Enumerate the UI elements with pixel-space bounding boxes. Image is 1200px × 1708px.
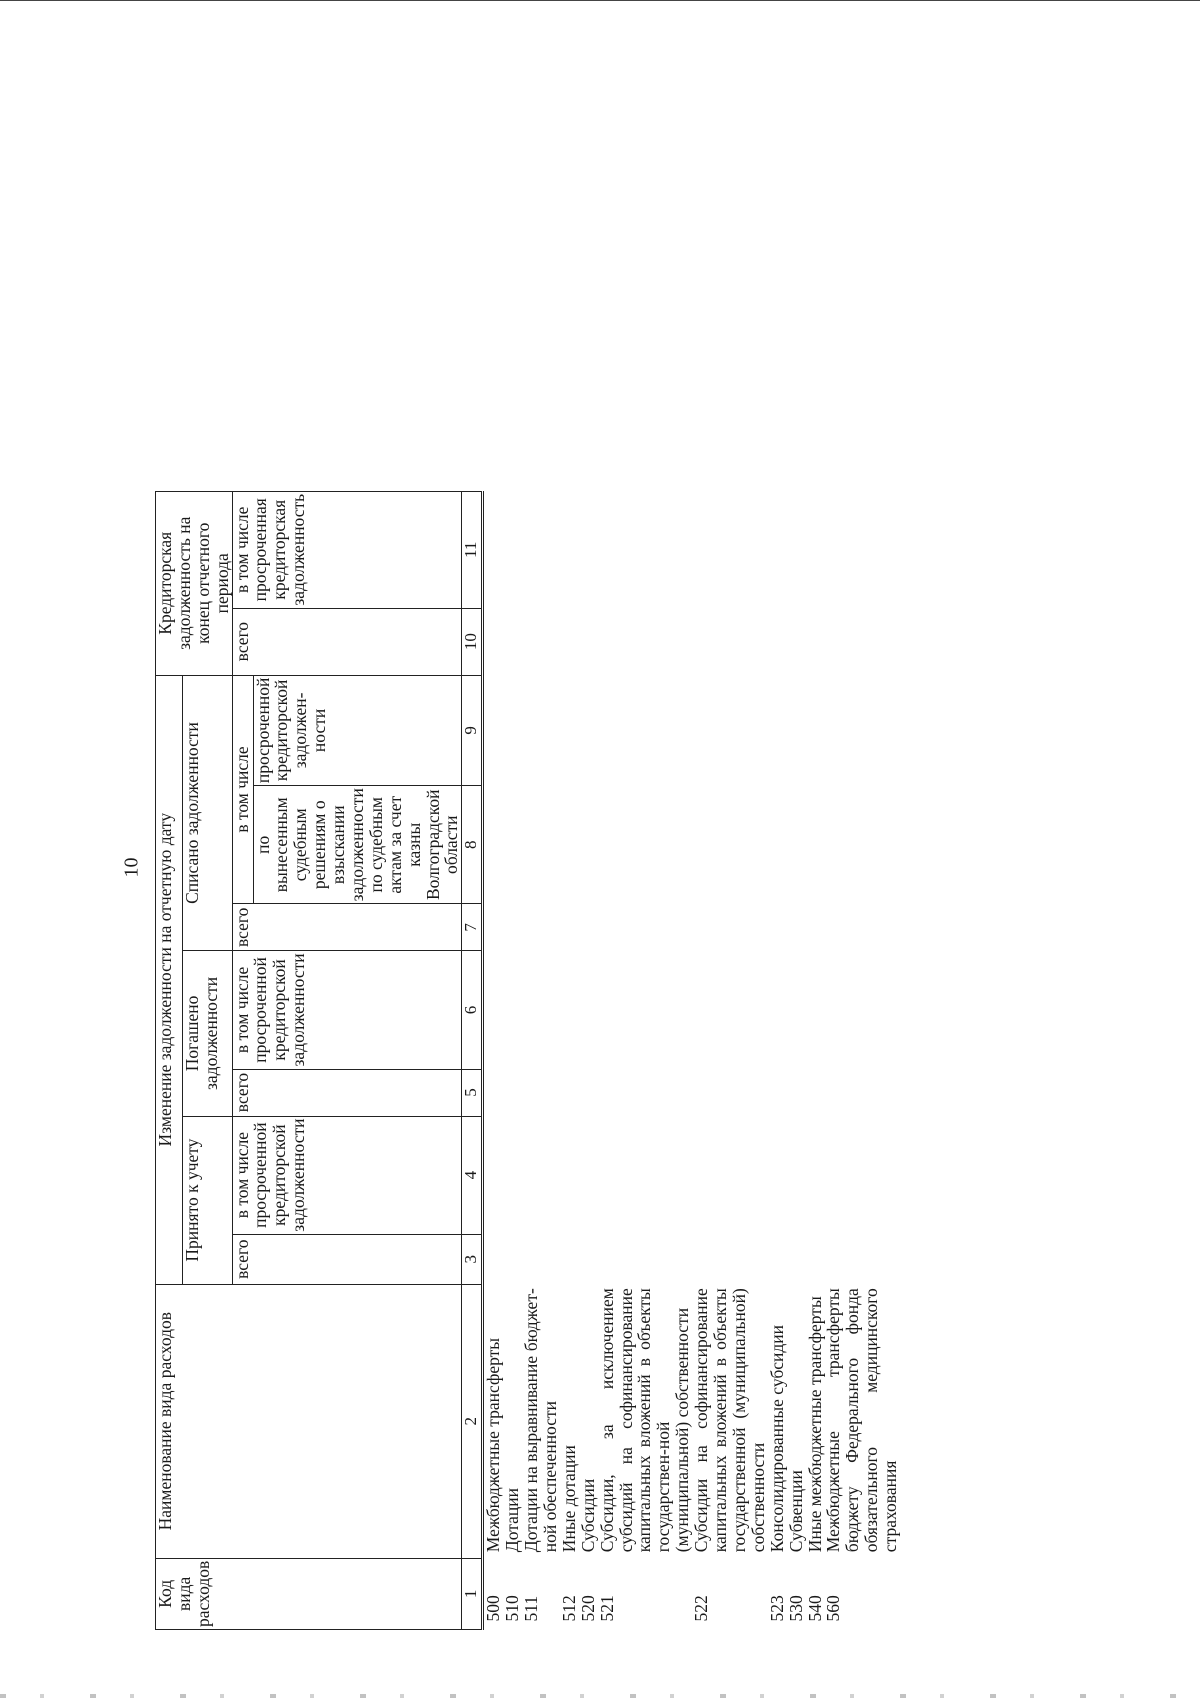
row-code: 512 [558, 1595, 579, 1622]
header-row-1 [156, 491, 183, 1629]
header-written-off: Списано задолженности [182, 675, 232, 951]
row-name: Дотации [502, 1488, 523, 1553]
header-repaid: Погашено задолженности [182, 951, 232, 1116]
row-name: Субсидии, за исключением субсидий на софинансирование капитальных вложений в объекты государствен-ной (муниципальной) собственности [596, 1288, 693, 1553]
table-row [768, 491, 787, 1629]
table-row [579, 491, 598, 1629]
header-writtenoff-in-number: в том числе [232, 675, 253, 904]
row-name: Дотации на выравнивание бюджет-ной обеспеченности [521, 1288, 561, 1553]
table-row [692, 491, 768, 1629]
table-row [560, 491, 579, 1629]
row-name: Иные межбюджетные трансферты [804, 1296, 825, 1553]
row-code: 530 [785, 1595, 806, 1622]
rotated-page-content [155, 100, 1095, 1630]
column-number: 11 [462, 491, 483, 608]
header-repaid-total: всего [232, 1069, 462, 1116]
column-number-row [462, 491, 483, 1629]
row-name: Консолидированные субсидии [766, 1324, 787, 1553]
column-number: 6 [462, 951, 483, 1069]
creditor-debt-table [155, 491, 900, 1630]
header-end-overdue: в том числе просроченная кредиторская задолженность [232, 491, 462, 608]
row-code: 540 [804, 1595, 825, 1622]
column-number: 3 [462, 1234, 483, 1284]
header-end-total: всего [232, 608, 462, 675]
row-code: 510 [502, 1595, 523, 1622]
column-number: 2 [462, 1284, 483, 1558]
column-number: 8 [462, 786, 483, 904]
header-empty-code [253, 1558, 462, 1629]
header-accepted-total: всего [232, 1234, 462, 1284]
row-code: 521 [596, 1595, 617, 1622]
header-code: Код вида расходов [156, 1558, 254, 1629]
scan-artifact [0, 1694, 1200, 1698]
header-overdue-debt: просроченной кредиторской задолжен-ности [253, 675, 462, 786]
row-name: Субвенции [785, 1470, 806, 1553]
column-number: 9 [462, 675, 483, 786]
header-end-period: Кредиторская задолженность на конец отчетного периода [156, 491, 233, 675]
header-accepted-overdue: в том числе просроченной кредиторской задолженности [232, 1116, 462, 1234]
header-accepted: Принято к учету [182, 1116, 232, 1284]
column-number: 4 [462, 1116, 483, 1234]
header-name: Наименование вида расходов [156, 1284, 254, 1558]
table-row [806, 491, 825, 1629]
header-court-decisions: по вынесенным судебным решениям о взыскании задолженности по судебным актам за счет казны Волгоградской области [253, 786, 462, 904]
table-row [483, 491, 503, 1629]
row-code: 522 [691, 1595, 712, 1622]
table-row [522, 491, 560, 1629]
page-top-edge [0, 0, 1200, 1]
row-code: 523 [766, 1595, 787, 1622]
page-number: 10 [120, 857, 143, 878]
header-writtenoff-total: всего [232, 904, 462, 951]
row-code: 560 [823, 1595, 844, 1622]
row-name: Межбюджетные трансферты [483, 1337, 504, 1553]
row-code: 520 [577, 1595, 598, 1622]
row-code: 500 [483, 1595, 504, 1622]
column-number: 7 [462, 904, 483, 951]
row-name: Межбюджетные трансферты бюджету Федерального фонда обязательного медицинского страхования [823, 1288, 901, 1553]
row-name: Субсидии на софинансирование капитальных вложений в объекты государственной (муниципальной) собственности [691, 1288, 768, 1553]
header-repaid-overdue: в том числе просроченной кредиторской задолженности [232, 951, 462, 1069]
column-number: 10 [462, 608, 483, 675]
row-name: Субсидии [577, 1478, 598, 1553]
row-name: Иные дотации [558, 1445, 579, 1553]
header-change-group: Изменение задолженности на отчетную дату [156, 675, 183, 1284]
row-code: 511 [521, 1595, 542, 1622]
table-row [598, 491, 692, 1629]
column-number: 5 [462, 1069, 483, 1116]
table-row [503, 491, 522, 1629]
table-row [787, 491, 806, 1629]
table-row [824, 491, 900, 1629]
header-empty-name [253, 1284, 462, 1558]
column-number: 1 [462, 1558, 483, 1629]
